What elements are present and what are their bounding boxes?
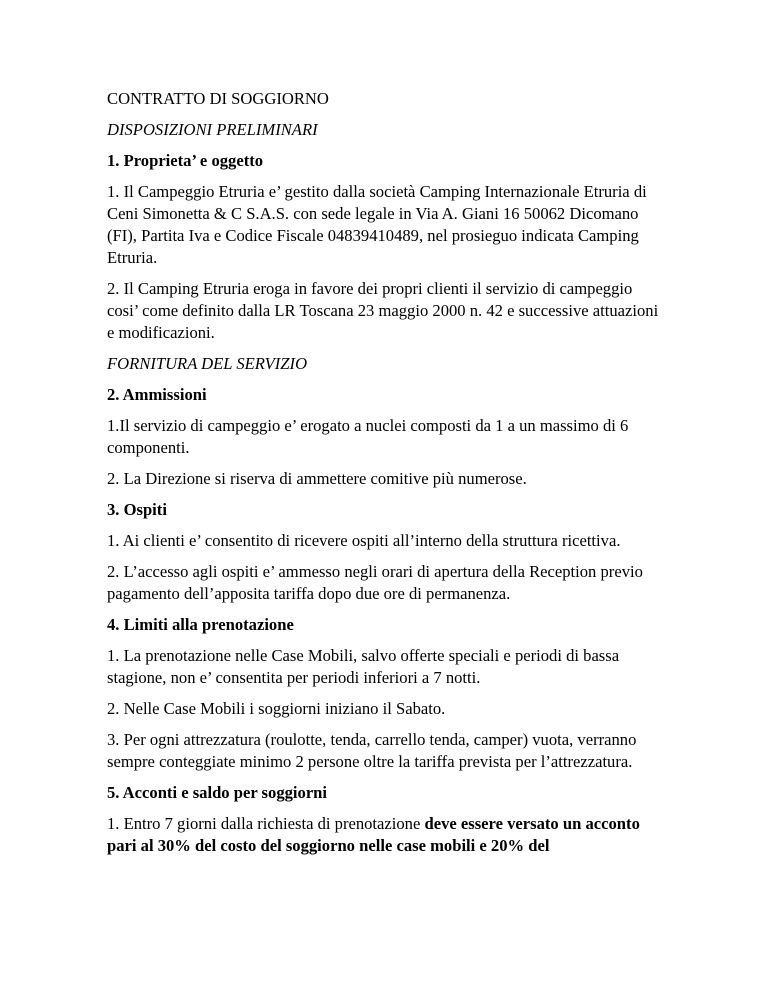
paragraph-5-1 <box>107 813 667 857</box>
paragraph-2-1: 1.Il servizio di campeggio e’ erogato a nuclei composti da 1 a un massimo di 6 componenti. <box>107 416 629 457</box>
section-heading-preliminari: DISPOSIZIONI PRELIMINARI <box>107 120 318 139</box>
paragraph-5-1-bold: deve essere versato un acconto pari al 30% del costo del soggiorno nelle case mobili e 20% del <box>107 814 640 855</box>
article-heading-2: 2. Ammissioni <box>107 385 207 404</box>
section-heading-fornitura: FORNITURA DEL SERVIZIO <box>107 354 308 373</box>
paragraph-1-1: 1. Il Campeggio Etruria e’ gestito dalla società Camping Internazionale Etruria di Ceni Simonetta & C S.A.S. con sede legale in Via A. Giani 16 50062 Dicomano (FI), Partita Iva e Codice Fiscale 04839410489, nel prosieguo indicata Camping Etruria. <box>107 182 647 267</box>
paragraph-1-2: 2. Il Camping Etruria eroga in favore dei propri clienti il servizio di campeggio cosi’ come definito dalla LR Toscana 23 maggio 2000 n. 42 e successive attuazioni e modificazioni. <box>107 279 659 342</box>
paragraph-3-2: 2. L’accesso agli ospiti e’ ammesso negli orari di apertura della Reception previo pagamento dell’apposita tariffa dopo due ore di permanenza. <box>107 562 643 603</box>
paragraph-4-2: 2. Nelle Case Mobili i soggiorni iniziano il Sabato. <box>107 699 446 718</box>
paragraph-2-2: 2. La Direzione si riserva di ammettere comitive più numerose. <box>107 469 527 488</box>
article-heading-4: 4. Limiti alla prenotazione <box>107 615 294 634</box>
paragraph-5-1-plain: 1. Entro 7 giorni dalla richiesta di prenotazione <box>107 814 425 833</box>
document-page <box>107 88 667 866</box>
paragraph-3-1: 1. Ai clienti e’ consentito di ricevere ospiti all’interno della struttura ricettiva. <box>107 531 621 550</box>
paragraph-4-1: 1. La prenotazione nelle Case Mobili, salvo offerte speciali e periodi di bassa stagione, non e’ consentita per periodi inferiori a 7 notti. <box>107 646 620 687</box>
article-heading-1: 1. Proprieta’ e oggetto <box>107 151 264 170</box>
article-heading-3: 3. Ospiti <box>107 500 167 519</box>
paragraph-4-3: 3. Per ogni attrezzatura (roulotte, tenda, carrello tenda, camper) vuota, verranno sempre conteggiate minimo 2 persone oltre la tariffa prevista per l’attrezzatura. <box>107 730 637 771</box>
document-title: CONTRATTO DI SOGGIORNO <box>107 89 329 108</box>
article-heading-5: 5. Acconti e saldo per soggiorni <box>107 783 328 802</box>
